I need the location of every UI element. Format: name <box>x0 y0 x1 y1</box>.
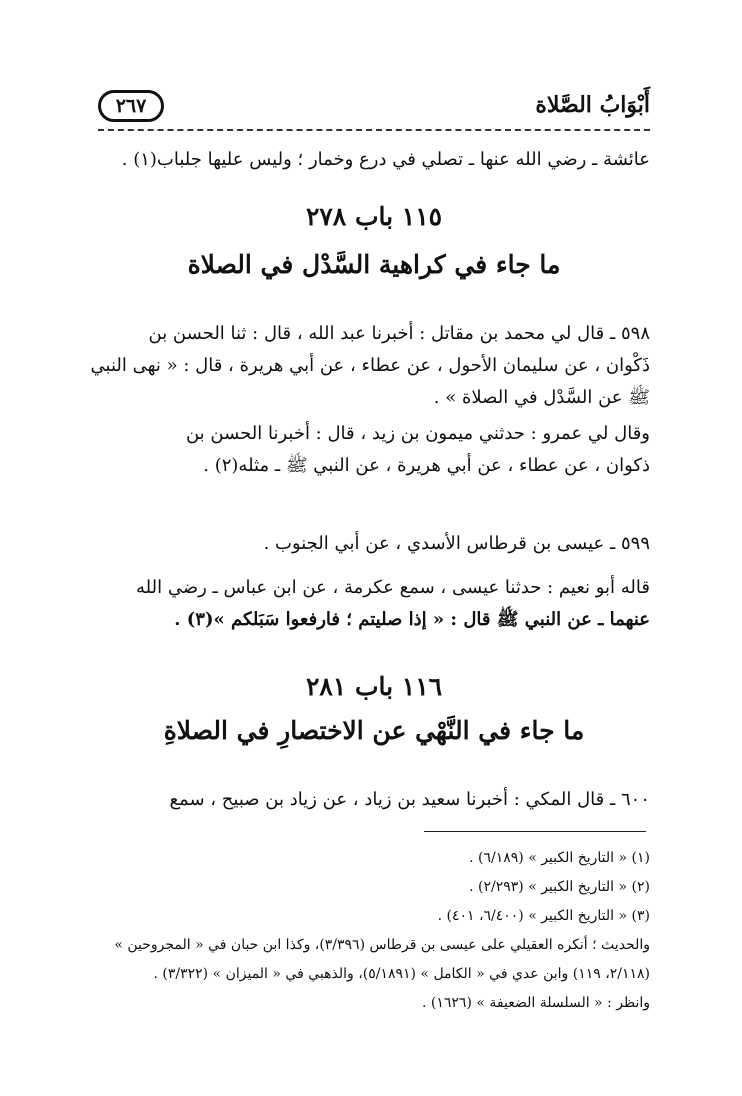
footnote-divider <box>424 831 646 832</box>
text-line: وقال لي عمرو : حدثني ميمون بن زيد ، قال : أخبرنا الحسن بن <box>185 423 650 444</box>
hadith-599 <box>98 530 650 558</box>
intro-line <box>98 146 650 174</box>
chapter-title: ما جاء في كراهية السَّدْل في الصلاة <box>187 250 561 279</box>
text-line: ٦٠٠ ـ قال المكي : أخبرنا سعيد بن زياد ، عن زياد بن صبيح ، سمع <box>169 789 650 810</box>
chapter-title: ما جاء في النَّهْي عن الاختصارِ في الصلاةِ <box>163 716 585 745</box>
footnote: والحديث ؛ أنكره العقيلي على عيسى بن قرطاس (٣/٣٩٦)، وكذا ابن حبان في « المجروحين » <box>114 937 650 953</box>
text-line: ﷺ عن السَّدْل في الصلاة » . <box>433 387 650 408</box>
text-line: قاله أبو نعيم : حدثنا عيسى ، سمع عكرمة ، عن ابن عباس ـ رضي الله <box>136 577 650 598</box>
footnote: (٢) « التاريخ الكبير » (٢/٢٩٣) . <box>469 879 650 895</box>
hadith-598 <box>90 318 650 414</box>
footnote: (٣) « التاريخ الكبير » (٦/٤٠٠، ٤٠١) . <box>437 908 650 924</box>
hadith-598-variant <box>98 418 650 482</box>
text-line: ٥٩٨ ـ قال لي محمد بن مقاتل : أخبرنا عبد الله ، قال : ثنا الحسن بن <box>148 323 650 344</box>
text-line: عائشة ـ رضي الله عنها ـ تصلي في درع وخمار ؛ وليس عليها جلباب(١) . <box>121 149 650 170</box>
text-line: ٥٩٩ ـ عيسى بن قرطاس الأسدي ، عن أبي الجنوب . <box>263 533 650 554</box>
running-title: أَبْوَابُ الصَّلاة <box>535 92 650 118</box>
text-line: عنهما ـ عن النبي ﷺ قال : « إذا صليتم ؛ فارفعوا سَبَلكم »(٣) . <box>174 609 650 630</box>
chapter-number: ١١٦ باب ٢٨١ <box>305 672 443 701</box>
hadith-600 <box>98 786 650 814</box>
footnote: وانظر : « السلسلة الضعيفة » (١٦٢٦) . <box>422 995 650 1011</box>
footnote: (١) « التاريخ الكبير » (٦/١٨٩) . <box>469 850 650 866</box>
page-header <box>98 88 650 128</box>
header-divider <box>98 129 650 131</box>
page-number-badge: ٢٦٧ <box>98 90 164 122</box>
hadith-599-narration <box>98 572 650 636</box>
chapter-number: ١١٥ باب ٢٧٨ <box>305 202 443 231</box>
footnote: (٢/١١٨، ١١٩) وابن عدي في « الكامل » (٥/١٨٩١)، والذهبي في « الميزان » (٣/٣٢٢) . <box>153 966 650 982</box>
text-line: ذكوان ، عن عطاء ، عن أبي هريرة ، عن النبي ﷺ ـ مثله(٢) . <box>203 455 650 476</box>
footnotes <box>98 844 650 1018</box>
text-line: ذَكْوان ، عن سليمان الأحول ، عن عطاء ، عن أبي هريرة ، قال : « نهى النبي <box>90 355 650 376</box>
